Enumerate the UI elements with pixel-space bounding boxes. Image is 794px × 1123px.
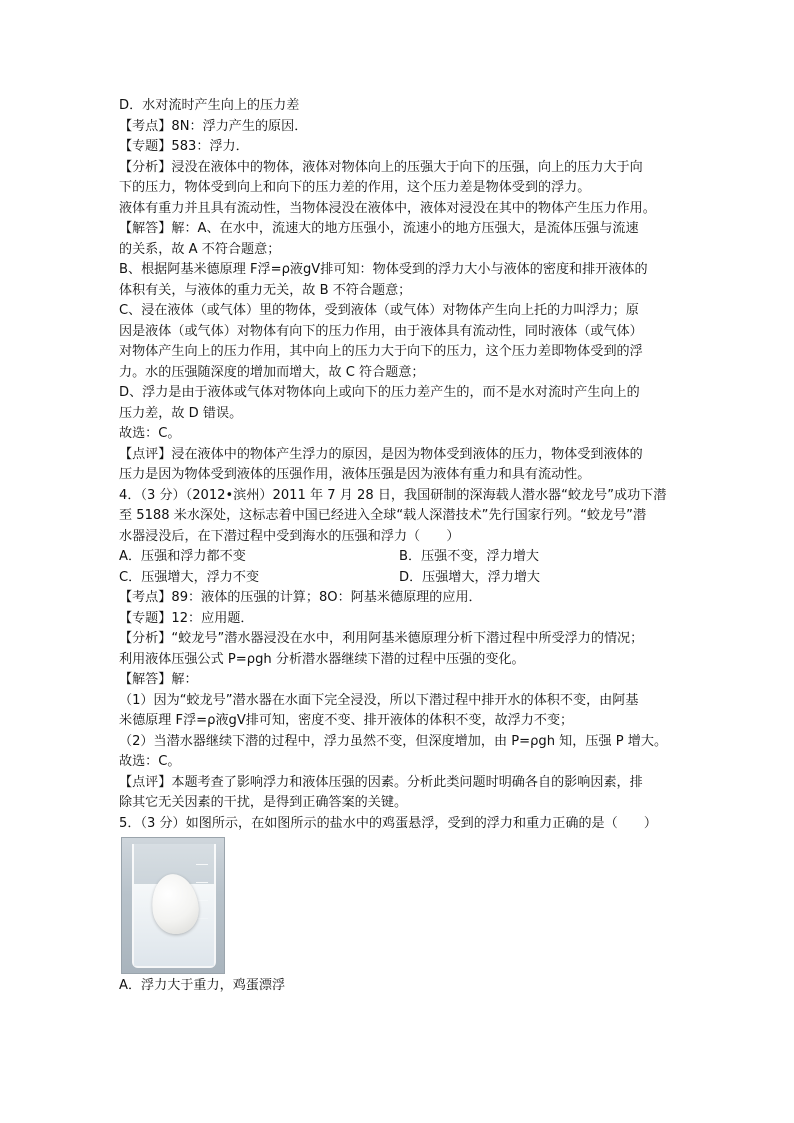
text-line: （2）当潜水器继续下潜的过程中，浮力虽然不变，但深度增加，由 P=ρgh 知，压强 P 增大。	[119, 733, 668, 749]
text-line: 体积有关，与液体的重力无关，故 B 不符合题意；	[119, 282, 412, 298]
option-c: C．压强增大，浮力不变	[119, 569, 260, 585]
text-line: 【解答】解：	[119, 672, 198, 687]
beaker	[132, 844, 216, 968]
option-a: A．浮力大于重力，鸡蛋漂浮	[119, 978, 286, 993]
text-line: 液体有重力并且具有流动性，当物体浸没在液体中，液体对浸没在其中的物体产生压力作用。	[119, 200, 656, 216]
text-line: 压力差，故 D 错误。	[119, 405, 243, 421]
text-line: 【专题】583：浮力．	[119, 139, 249, 154]
text-line: 压力是因为物体受到液体的压强作用，液体压强是因为液体有重力和具有流动性。	[119, 467, 591, 482]
option-b: B．压强不变，浮力增大	[399, 549, 539, 564]
text-line: 利用液体压强公式 P=ρgh 分析潜水器继续下潜的过程中压强的变化。	[119, 651, 525, 667]
text-line: 故选：C。	[119, 426, 181, 441]
text-line: 【点评】浸在液体中的物体产生浮力的原因，是因为物体受到液体的压力，物体受到液体的	[119, 446, 643, 462]
text-line: 因是液体（或气体）对物体有向下的压力作用，由于液体具有流动性，同时液体（或气体）	[119, 323, 643, 339]
question-4-options-row	[119, 547, 679, 568]
text-line: 故选：C。	[119, 754, 181, 769]
text-line: 的关系，故 A 不符合题意；	[119, 241, 281, 257]
text-line: 【考点】8N：浮力产生的原因．	[119, 118, 308, 134]
text-line: （1）因为“蛟龙号”潜水器在水面下完全浸没，所以下潜过程中排开水的体积不变，由阿基	[119, 692, 639, 708]
egg-in-beaker-photo	[121, 837, 225, 974]
text-line: 【解答】解：A、在水中，流速大的地方压强小，流速小的地方压强大，是流体压强与流速	[119, 221, 639, 236]
text-line: 下的压力，物体受到向上和向下的压力差的作用，这个压力差是物体受到的浮力。	[119, 180, 591, 195]
question-5-stem: 5．（3 分）如图所示，在如图所示的盐水中的鸡蛋悬浮，受到的浮力和重力正确的是（ ）	[119, 815, 658, 831]
text-line: 【考点】89：液体的压强的计算；8O：阿基米德原理的应用．	[119, 590, 482, 605]
text-line: B、根据阿基米德原理 F浮=ρ液gV排可知：物体受到的浮力大小与液体的密度和排开液体的	[119, 262, 648, 277]
text-line: C、浸在液体（或气体）里的物体，受到液体（或气体）对物体产生向上托的力叫浮力；原	[119, 303, 639, 318]
text-line: 【分析】浸没在液体中的物体，液体对物体向上的压强大于向下的压强，向上的压力大于向	[119, 159, 643, 175]
question-4-stem: 至 5188 米水深处，这标志着中国已经进入全球“载人深潜技术”先行国家行列。“蛟龙号”潜	[119, 508, 647, 523]
text-line: 【专题】12：应用题．	[119, 610, 254, 626]
text-line: 对物体产生向上的压力作用，其中向上的压力大于向下的压力，这个压力差即物体受到的浮	[119, 344, 643, 359]
question-4-options-row	[119, 568, 679, 589]
question-4-stem: 水器浸没后，在下潜过程中受到海水的压强和浮力（ ）	[119, 528, 460, 544]
option-a: A．压强和浮力都不变	[119, 549, 246, 564]
text-line: 除其它无关因素的干扰，是得到正确答案的关键。	[119, 795, 408, 810]
document-content	[119, 96, 679, 997]
question-4-stem: 4．（3 分）（2012•滨州）2011 年 7 月 28 日，我国研制的深海载人潜水器“蛟龙号”成功下潜	[119, 487, 667, 503]
option-d: D．压强增大，浮力增大	[399, 569, 541, 585]
text-line: 【点评】本题考查了影响浮力和液体压强的因素。分析此类问题时明确各自的影响因素，排	[119, 774, 643, 790]
text-line: 【分析】“蛟龙号”潜水器浸没在水中，利用阿基米德原理分析下潜过程中所受浮力的情况；	[119, 631, 644, 646]
text-line: 力。水的压强随深度的增加而增大，故 C 符合题意；	[119, 364, 425, 380]
text-line: D、浮力是由于液体或气体对物体向上或向下的压力差产生的，而不是水对流时产生向上的	[119, 385, 640, 400]
text-line: 米德原理 F浮=ρ液gV排可知，密度不变、排开液体的体积不变，故浮力不变；	[119, 713, 574, 728]
text-line: D．水对流时产生向上的压力差	[119, 98, 300, 113]
